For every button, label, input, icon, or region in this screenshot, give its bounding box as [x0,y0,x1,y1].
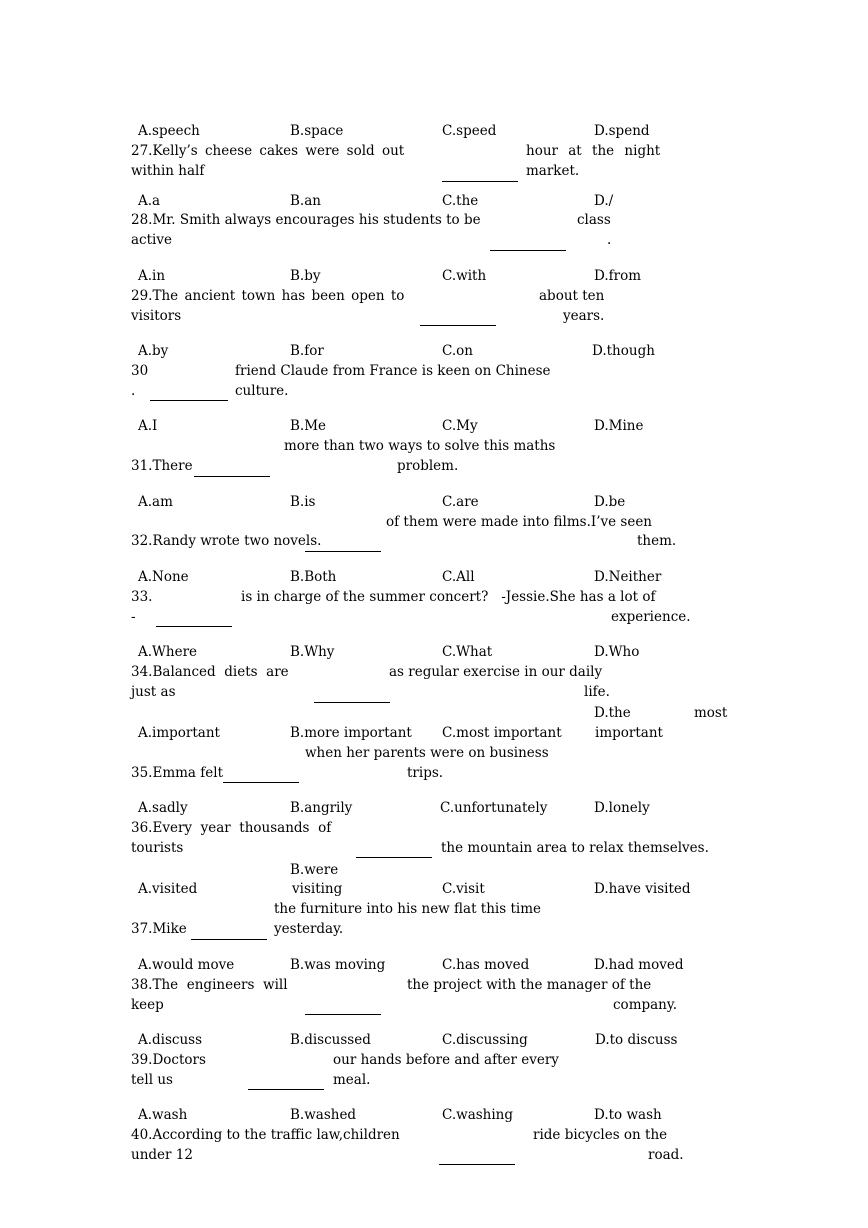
q38-blank[interactable] [305,1014,381,1015]
q29-option-d: D.though [592,343,655,359]
q38-option-a: A.discuss [138,1032,203,1048]
q32-option-b: B.Both [290,569,337,585]
q36-line1: 36.Every year thousands of [131,820,332,836]
q39-option-a: A.wash [138,1107,188,1123]
q29-line2: visitors [131,308,182,324]
q33-blank[interactable] [156,626,232,627]
q34-mid1: as regular exercise in our daily [389,664,603,680]
q36-blank[interactable] [356,857,432,858]
q36-option-d: D.have visited [594,881,691,897]
q28-blank[interactable] [490,250,566,251]
q30-option-d: D.Mine [594,418,644,434]
q27-option-b: B.an [290,193,321,209]
q33-line2: - [131,609,136,625]
q40-tail2: road. [648,1147,684,1163]
q36-line2: tourists [131,840,184,856]
q32-option-a: A.None [138,569,189,585]
q32-mid2: them. [637,533,677,549]
q39-option-b: B.washed [290,1107,357,1123]
q35-blank[interactable] [223,782,299,783]
q34-option-d-line1: D.the [594,705,631,721]
q34-mid2: life. [584,684,610,700]
q30-mid1: friend Claude from France is keen on Chinese [235,363,551,379]
q27-blank[interactable] [442,181,518,182]
q34-option-d-line2: important [595,725,663,741]
q28-option-d: D.from [594,268,642,284]
q39-line1: 39.Doctors [131,1052,206,1068]
q27-tail1: hour at the night [526,143,661,159]
q30-blank[interactable] [150,400,228,401]
q34-option-a: A.important [138,725,220,741]
q27-line1: 27.Kelly’s cheese cakes were sold out [131,143,405,159]
q37-option-d: D.had moved [594,957,684,973]
q36-option-b-line1: B.were [290,862,339,878]
q30-line1: 30 [131,363,149,379]
q37-mid1: the furniture into his new flat this time [274,901,541,917]
q31-option-a: A.am [138,494,173,510]
q32-line1: 32.Randy wrote two novels. [131,533,322,549]
q31-blank[interactable] [194,476,270,477]
q34-option-c: C.most important [442,725,562,741]
q36-option-b-line2: visiting [292,881,343,897]
q33-mid2: experience. [611,609,691,625]
q35-option-b: B.angrily [290,800,353,816]
q28-line1: 28.Mr. Smith always encourages his students to be [131,212,481,228]
q36-option-c: C.visit [442,881,485,897]
q33-mid1: is in charge of the summer concert? -Jessie.She has a lot of [241,589,656,605]
q38-line1: 38.The engineers will [131,977,288,993]
q37-line1: 37.Mike [131,921,187,937]
q38-option-b: B.discussed [290,1032,371,1048]
q30-option-b: B.Me [290,418,327,434]
q27-tail2: market. [526,163,580,179]
q39-blank[interactable] [248,1089,324,1090]
q38-line2: keep [131,997,164,1013]
q29-option-c: C.on [442,343,473,359]
q29-line1: 29.The ancient town has been open to [131,288,405,304]
q35-option-d: D.lonely [594,800,650,816]
q28-tail1: class [577,212,611,228]
q39-option-d: D.to wash [594,1107,662,1123]
q28-option-c: C.with [442,268,487,284]
q36-option-a: A.visited [138,881,198,897]
q31-option-c: C.are [442,494,479,510]
q29-option-a: A.by [138,343,169,359]
q26-option-a: A.speech [138,123,200,139]
q29-option-b: B.for [290,343,324,359]
q29-tail2: years. [563,308,605,324]
q40-blank[interactable] [439,1164,515,1165]
q38-option-d: D.to discuss [595,1032,678,1048]
q37-blank[interactable] [191,939,267,940]
q32-blank[interactable] [305,551,381,552]
q39-mid1: our hands before and after every [333,1052,559,1068]
q37-mid2: yesterday. [274,921,344,937]
q37-option-c: C.has moved [442,957,530,973]
q32-mid1: of them were made into films.I’ve seen [386,514,652,530]
q30-mid2: culture. [235,383,289,399]
q40-line1: 40.According to the traffic law,children [131,1127,400,1143]
q26-option-d: D.spend [594,123,650,139]
q34-line1: 34.Balanced diets are [131,664,289,680]
q37-option-b: B.was moving [290,957,386,973]
q27-option-a: A.a [138,193,161,209]
q28-option-a: A.in [138,268,166,284]
q35-line1: 35.Emma felt [131,765,223,781]
q32-option-d: D.Neither [594,569,662,585]
q38-mid1: the project with the manager of the [407,977,652,993]
q33-option-d: D.Who [594,644,640,660]
q31-line1: 31.There [131,458,193,474]
q40-tail1: ride bicycles on the [533,1127,668,1143]
q29-blank[interactable] [420,325,496,326]
q33-option-a: A.Where [138,644,198,660]
q30-option-c: C.My [442,418,478,434]
q31-mid1: more than two ways to solve this maths [284,438,556,454]
q34-blank[interactable] [314,702,390,703]
q33-line1: 33. [131,589,153,605]
q35-mid2: trips. [407,765,444,781]
q30-line2: . [131,383,136,399]
q34-option-d-word: most [694,705,728,721]
q28-tail2: . [607,232,612,248]
q32-option-c: C.All [442,569,475,585]
q34-option-b: B.more important [290,725,412,741]
q39-mid2: meal. [333,1072,371,1088]
q35-option-c: C.unfortunately [440,800,548,816]
q28-line2: active [131,232,172,248]
q38-option-c: C.discussing [442,1032,528,1048]
q33-option-c: C.What [442,644,493,660]
q26-option-c: C.speed [442,123,497,139]
q40-line2: under 12 [131,1147,193,1163]
q39-option-c: C.washing [442,1107,514,1123]
q26-option-b: B.space [290,123,344,139]
q29-tail1: about ten [539,288,605,304]
q27-option-d: D./ [594,193,614,209]
q28-option-b: B.by [290,268,321,284]
q37-option-a: A.would move [138,957,235,973]
q34-line2: just as [131,684,176,700]
q31-option-b: B.is [290,494,316,510]
q38-mid2: company. [613,997,677,1013]
q36-tail2: the mountain area to relax themselves. [441,840,709,856]
q31-option-d: D.be [594,494,626,510]
q35-option-a: A.sadly [138,800,188,816]
q35-mid1: when her parents were on business [305,745,549,761]
q30-option-a: A.I [138,418,158,434]
q39-line2: tell us [131,1072,173,1088]
q31-mid2: problem. [397,458,459,474]
q27-option-c: C.the [442,193,479,209]
q33-option-b: B.Why [290,644,335,660]
q27-line2: within half [131,163,205,179]
